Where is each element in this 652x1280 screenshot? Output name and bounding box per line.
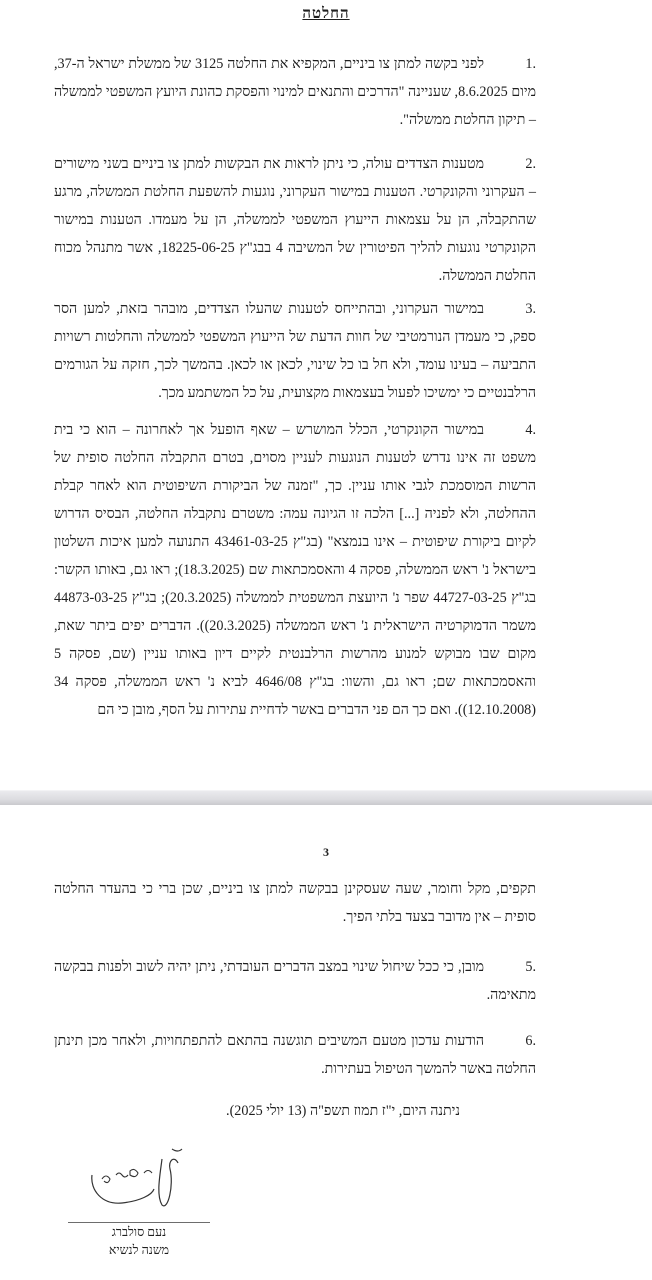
given-date: ניתנה היום, י"ז תמוז תשפ"ה (13 יולי 2025). [226, 1103, 460, 1119]
paragraph-number: .6 [525, 1033, 536, 1049]
page-number: 3 [323, 845, 329, 859]
paragraph-text: הודעות עדכון מטעם המשיבים תוגשנה בהתאם להתפתחויות, ולאחר מכן תינתן החלטה באשר להמשך הטיפול בעתירות. [54, 1033, 536, 1077]
signer-name: נעם סולברג [111, 1225, 167, 1239]
paragraph-5 [54, 953, 536, 1009]
paragraph-6 [54, 1027, 536, 1083]
paragraph-text: תקפים, מקל וחומר, שעה שעסקינן בבקשה למתן צו ביניים, שכן ברי כי בהעדר החלטה סופית – אין מדובר בצעד בלתי הפיך. [54, 881, 536, 925]
signer-role: משנה לנשיא [108, 1243, 170, 1257]
paragraph-number: .5 [525, 959, 536, 975]
paragraph-4-continuation [54, 875, 536, 931]
paragraph-number: .2 [525, 156, 536, 172]
handwritten-signature-icon [82, 1145, 192, 1221]
paragraph-text: לפני בקשה למתן צו ביניים, המקפיא את החלטה 3125 של ממשלת ישראל ה-37, מיום 8.6.2025, שעניינה "הדרכים והתנאים למינוי והפסקת כהונת היועץ המשפטי לממשלה – תיקון החלטת ממשלה". [54, 56, 536, 128]
paragraph-text: במישור העקרוני, ובהתייחס לטענות שהעלו הצדדים, מובהר בזאת, למען הסר ספק, כי מעמדן הנורמטיבי של חוות הדעת של הייעוץ המשפטי לממשלה והחלטות רשויות התביעה – בעינו עומד, ולא חל בו כל שינוי, לכאן או לכאן. בהמשך לכך, חזקה על הגורמים הרלבנטיים כי ימשיכו לפעול בעצמאות מקצועית, על כל המשתמע מכך. [54, 301, 536, 401]
paragraph-number: .1 [525, 56, 536, 72]
paragraph-text: מטענות הצדדים עולה, כי ניתן לראות את הבקשות למתן צו ביניים בשני מישורים – העקרוני והקונקרטי. הטענות במישור העקרוני, נוגעות להשפעת החלטת הממשלה, מרגע שהתקבלה, הן על עצמאות הייעוץ המשפטי לממשלה, הן על מעמדו. הטענות במישור הקונקרטי נוגעות להליך הפיטורין של המשיבה 4 בבג"ץ 18225-06-25, אשר מתנהל מכוח החלטת הממשלה. [54, 156, 537, 284]
signature-line [68, 1222, 210, 1223]
paragraph-number: .3 [525, 301, 536, 317]
paragraph-text: במישור הקונקרטי, הכלל המושרש – שאף הופעל אך לאחרונה – הוא כי בית משפט זה אינו נדרש לטענות הנוגעות לעניין מסוים, בטרם התקבלה החלטה סופית של הרשות המוסמכת לגבי אותו עניין. כך, "זמנה של הביקורת השיפוטית הוא לאחר קבלת ההחלטה, ולא לפניה [...] הלכה זו הגיונה עמה: משטרם נתקבלה החלטה, הבסיס הדרוש לקיום ביקורת שיפוטית – אינו בנמצא" (בג"ץ 43461-03-25 התנועה למען איכות השלטון בישראל נ' ראש הממשלה, פסקה 4 והאסמכתאות שם (18.3.2025); ראו גם, באותו הקשר: בג"ץ 44727-03-25 שפר נ' היועצת המשפטית לממשלה (20.3.2025); בג"ץ 44873-03-25 משמר הדמוקרטיה הישראלית נ' ראש הממשלה (20.3.2025)). הדברים יפים ביתר שאת, מקום שבו מבוקש למנוע מהרשות הרלבנטית לקיים דיון באותו עניין (שם, פסקה 5 והאסמכתאות שם; ראו גם, והשוו: בג"ץ 4646/08 לביא נ' ראש הממשלה, פסקה 34 (12.10.2008)). ואם כך הם פני הדברים באשר לדחיית עתירות על הסף, מובן כי הם [54, 422, 537, 718]
paragraph-2 [54, 150, 536, 290]
page-separator [0, 790, 652, 805]
paragraph-text: מובן, כי ככל שיחול שינוי במצב הדברים העובדתי, ניתן יהיה לשוב ולפנות בבקשה מתאימה. [54, 959, 536, 1003]
paragraph-number: .4 [525, 422, 536, 438]
paragraph-3 [54, 295, 536, 407]
paragraph-4 [54, 416, 536, 724]
paragraph-1 [54, 50, 536, 134]
signature-block [62, 1145, 212, 1270]
document-title: החלטה [302, 6, 350, 22]
